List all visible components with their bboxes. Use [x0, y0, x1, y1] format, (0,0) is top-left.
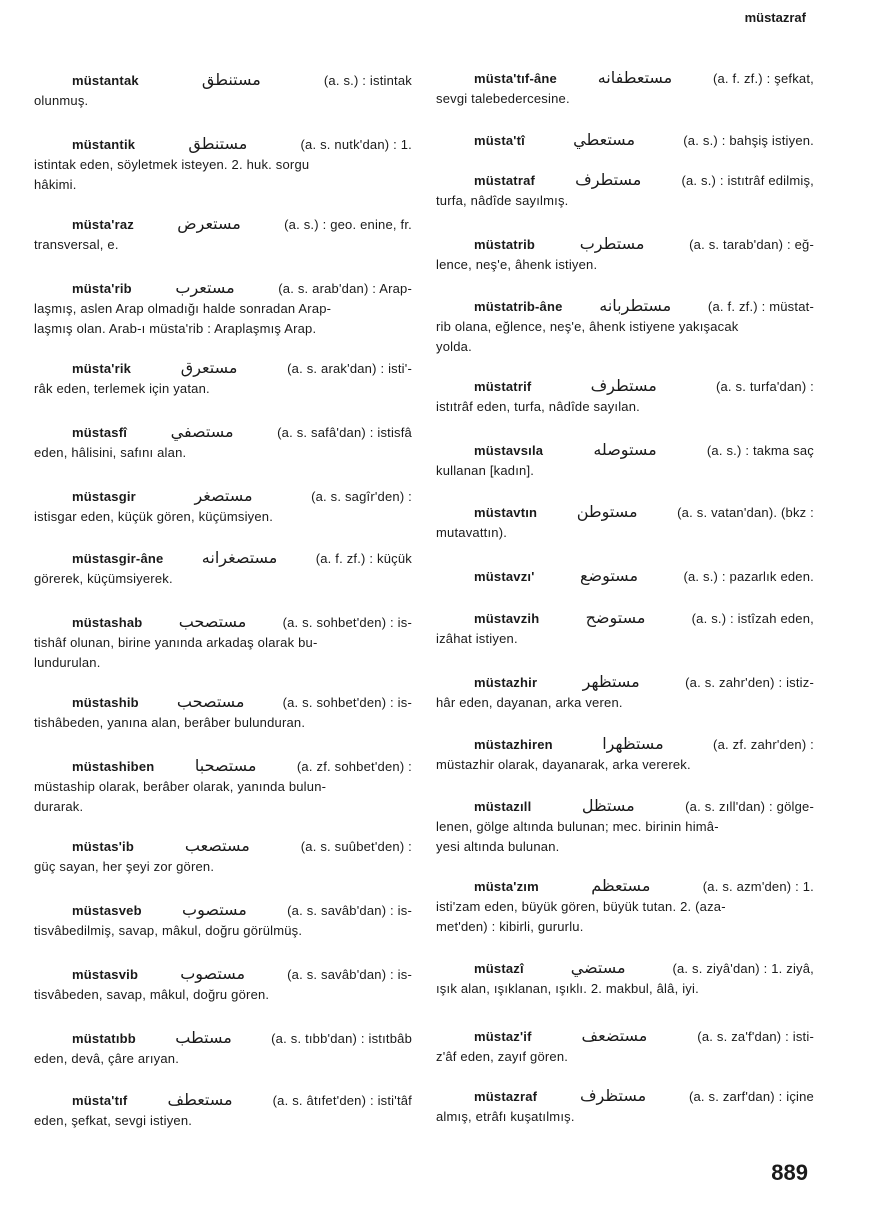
entry-definition-line: istintak eden, söyletmek isteyen. 2. huk. sorgu — [34, 157, 310, 172]
entry-definition-start: (a. s.) : istintak — [323, 73, 412, 88]
entry-headword: müstasfî — [72, 425, 128, 440]
entry-first-line — [436, 958, 814, 979]
dictionary-entry — [34, 612, 412, 673]
entry-first-line — [436, 296, 814, 317]
entry-definition-line: müstazhir olarak, dayanarak, arka vererek. — [436, 757, 691, 772]
entry-headword: müstavzih — [474, 611, 540, 626]
entry-first-line — [34, 692, 412, 713]
entry-arabic-script: مستصحبا — [194, 756, 257, 775]
entry-headword: müstatıbb — [72, 1031, 136, 1046]
entry-definition-line: lence, neş'e, âhenk istiyen. — [436, 257, 598, 272]
entry-arabic-script: مستصغرانه — [201, 548, 278, 567]
entry-first-line — [436, 876, 814, 897]
entry-definition-start: (a. s. ziyâ'dan) : 1. ziyâ, — [672, 961, 814, 976]
entry-first-line — [34, 278, 412, 299]
dictionary-entry — [436, 958, 814, 999]
entry-definition-start: (a. zf. sohbet'den) : — [296, 759, 412, 774]
entry-first-line — [34, 756, 412, 777]
entry-definition-line: hâkimi. — [34, 177, 77, 192]
entry-first-line — [436, 130, 814, 151]
dictionary-entry — [436, 130, 814, 151]
entry-arabic-script: مستصفي — [170, 422, 234, 441]
entry-arabic-script: مستوطن — [576, 502, 638, 521]
entry-headword: müstaz'if — [474, 1029, 532, 1044]
entry-arabic-script: مستوضح — [585, 608, 646, 627]
dictionary-entry — [34, 548, 412, 589]
dictionary-entry — [34, 1090, 412, 1131]
entry-arabic-script: مستصعب — [184, 836, 250, 855]
entry-first-line — [34, 70, 412, 91]
entry-headword: müstashiben — [72, 759, 155, 774]
entry-arabic-script: مستعطفانه — [597, 68, 673, 87]
entry-definition-start: (a. s.) : istîzah eden, — [691, 611, 814, 626]
dictionary-entry — [436, 796, 814, 857]
dictionary-entry — [436, 876, 814, 937]
entry-definition-line: durarak. — [34, 799, 84, 814]
entry-first-line — [436, 672, 814, 693]
entry-definition-start: (a. s. safâ'dan) : istisfâ — [277, 425, 412, 440]
entry-definition-line: ışık alan, ışıklanan, ışıklı. 2. makbul, âlâ, iyi. — [436, 981, 699, 996]
entry-definition-line: râk eden, terlemek için yatan. — [34, 381, 210, 396]
entry-arabic-script: مستصوب — [180, 964, 246, 983]
entry-first-line — [436, 566, 814, 587]
entry-first-line — [436, 502, 814, 523]
dictionary-entry — [436, 502, 814, 543]
entry-definition-start: (a. s.) : bahşiş istiyen. — [683, 133, 814, 148]
entry-headword: müstazî — [474, 961, 524, 976]
entry-first-line — [34, 612, 412, 633]
entry-definition-start: (a. s.) : istıtrâf edilmiş, — [681, 173, 814, 188]
entry-definition-line: yesi altında bulunan. — [436, 839, 560, 854]
entry-definition-line: izâhat istiyen. — [436, 631, 518, 646]
entry-headword: müsta'raz — [72, 217, 134, 232]
entry-definition-line: z'âf eden, zayıf gören. — [436, 1049, 569, 1064]
entry-arabic-script: مستطرب — [579, 234, 645, 253]
dictionary-entry — [436, 376, 814, 417]
entry-first-line — [34, 134, 412, 155]
entry-definition-start: (a. f. zf.) : müstat- — [707, 299, 814, 314]
entry-arabic-script: مستطرف — [590, 376, 657, 395]
entry-first-line — [436, 1086, 814, 1107]
entry-arabic-script: مستصوب — [182, 900, 247, 919]
entry-headword: müstavzı' — [474, 569, 535, 584]
entry-first-line — [436, 608, 814, 629]
entry-headword: müstatrib-âne — [474, 299, 563, 314]
entry-definition-line: eden, devâ, çâre arıyan. — [34, 1051, 180, 1066]
entry-definition-line: rib olana, eğlence, neş'e, âhenk istiyene yakışacak — [436, 319, 739, 334]
entry-definition-start: (a. s. tarab'dan) : eğ- — [689, 237, 814, 252]
entry-first-line — [34, 836, 412, 857]
entry-headword: müstazıll — [474, 799, 532, 814]
entry-definition-line: met'den) : kibirli, gururlu. — [436, 919, 584, 934]
entry-arabic-script: مستعطي — [573, 130, 636, 149]
dictionary-entry — [436, 1026, 814, 1067]
entry-definition-line: müstaship olarak, berâber olarak, yanında bulun- — [34, 779, 327, 794]
entry-definition-start: (a. s.) : geo. enine, fr. — [284, 217, 412, 232]
entry-arabic-script: مستعرق — [180, 358, 238, 377]
dictionary-entry — [436, 566, 814, 587]
entry-arabic-script: مستعطف — [167, 1090, 233, 1109]
dictionary-entry — [34, 134, 412, 195]
dictionary-entry — [34, 1028, 412, 1069]
entry-headword: müstasgir-âne — [72, 551, 164, 566]
entry-arabic-script: مستطرف — [575, 170, 642, 189]
entry-definition-start: (a. s. savâb'dan) : is- — [287, 967, 412, 982]
entry-definition-start: (a. s. nutk'dan) : 1. — [300, 137, 412, 152]
entry-headword: müsta'tıf — [72, 1093, 128, 1108]
entry-headword: müstantak — [72, 73, 139, 88]
entry-arabic-script: مستظهر — [582, 672, 640, 691]
entry-definition-line: istıtrâf eden, turfa, nâdîde sayılan. — [436, 399, 640, 414]
entry-definition-line: kullanan [kadın]. — [436, 463, 535, 478]
entry-headword: müsta'zım — [474, 879, 539, 894]
entry-definition-line: isti'zam eden, büyük gören, büyük tutan. 2. (aza- — [436, 899, 726, 914]
entry-first-line — [34, 214, 412, 235]
entry-first-line — [436, 1026, 814, 1047]
entry-headword: müstazhiren — [474, 737, 553, 752]
entry-first-line — [34, 548, 412, 569]
dictionary-entry — [436, 296, 814, 357]
entry-definition-start: (a. s. savâb'dan) : is- — [287, 903, 412, 918]
entry-headword: müstashib — [72, 695, 139, 710]
entry-first-line — [436, 796, 814, 817]
entry-headword: müstatraf — [474, 173, 536, 188]
dictionary-entry — [34, 422, 412, 463]
dictionary-entry — [34, 486, 412, 527]
running-head: müstazraf — [744, 10, 806, 25]
entry-arabic-script: مستنطق — [188, 134, 248, 153]
entry-definition-line: mutavattın). — [436, 525, 508, 540]
entry-headword: müstas'ib — [72, 839, 134, 854]
entry-arabic-script: مستوضع — [579, 566, 639, 585]
entry-definition-start: (a. s. zarf'dan) : içine — [688, 1089, 814, 1104]
entry-definition-start: (a. s. sohbet'den) : is- — [282, 695, 412, 710]
page-number: 889 — [771, 1160, 808, 1185]
entry-definition-line: güç sayan, her şeyi zor gören. — [34, 859, 215, 874]
entry-arabic-script: مستظرف — [579, 1086, 647, 1105]
entry-definition-line: sevgi talebedercesine. — [436, 91, 570, 106]
entry-definition-start: (a. s. tıbb'dan) : istıtbâb — [271, 1031, 412, 1046]
entry-definition-start: (a. f. zf.) : küçük — [315, 551, 412, 566]
entry-definition-line: görerek, küçümsiyerek. — [34, 571, 173, 586]
entry-definition-line: istisgar eden, küçük gören, küçümsiyen. — [34, 509, 274, 524]
dictionary-entry — [436, 234, 814, 275]
entry-definition-start: (a. s. zahr'den) : istiz- — [685, 675, 814, 690]
dictionary-entry — [436, 440, 814, 481]
entry-first-line — [436, 440, 814, 461]
entry-arabic-script: مستصحب — [178, 612, 247, 631]
entry-first-line — [34, 964, 412, 985]
entry-arabic-script: مستطب — [175, 1028, 232, 1047]
entry-headword: müstantik — [72, 137, 136, 152]
entry-first-line — [436, 376, 814, 397]
entry-definition-line: tishâbeden, yanına alan, berâber bulunduran. — [34, 715, 306, 730]
entry-definition-line: lenen, gölge altında bulunan; mec. birinin himâ- — [436, 819, 719, 834]
entry-definition-line: transversal, e. — [34, 237, 119, 252]
entry-definition-line: eden, hâlisini, safını alan. — [34, 445, 187, 460]
entry-first-line — [34, 358, 412, 379]
dictionary-entry — [34, 756, 412, 817]
entry-definition-line: olunmuş. — [34, 93, 89, 108]
entry-definition-line: hâr eden, dayanan, arka veren. — [436, 695, 623, 710]
entry-first-line — [34, 1028, 412, 1049]
entry-first-line — [34, 900, 412, 921]
entry-definition-start: (a. s.) : pazarlık eden. — [683, 569, 814, 584]
entry-headword: müsta'rik — [72, 361, 132, 376]
entry-arabic-script: مستنطق — [201, 70, 261, 89]
entry-first-line — [436, 234, 814, 255]
entry-definition-start: (a. f. zf.) : şefkat, — [712, 71, 814, 86]
dictionary-entry — [436, 672, 814, 713]
entry-arabic-script: مستوصله — [593, 440, 657, 459]
entry-definition-start: (a. s. azm'den) : 1. — [702, 879, 814, 894]
entry-headword: müstatrif — [474, 379, 532, 394]
entry-headword: müstashab — [72, 615, 143, 630]
entry-headword: müsta'tıf-âne — [474, 71, 557, 86]
entry-first-line — [436, 68, 814, 89]
dictionary-entry — [34, 278, 412, 339]
dictionary-entry — [34, 900, 412, 941]
entry-definition-start: (a. s. arab'dan) : Arap- — [278, 281, 412, 296]
entry-headword: müstazhir — [474, 675, 538, 690]
entry-definition-start: (a. s. vatan'dan). (bkz : — [677, 505, 814, 520]
entry-headword: müstasgir — [72, 489, 136, 504]
entry-headword: müstatrib — [474, 237, 536, 252]
entry-definition-start: (a. s.) : takma saç — [706, 443, 814, 458]
entry-definition-start: (a. zf. zahr'den) : — [713, 737, 814, 752]
entry-headword: müstazraf — [474, 1089, 538, 1104]
entry-first-line — [34, 422, 412, 443]
entry-arabic-script: مستظل — [581, 796, 635, 815]
dictionary-entry — [436, 1086, 814, 1127]
entry-arabic-script: مستضي — [570, 958, 626, 977]
entry-arabic-script: مستطربانه — [599, 296, 672, 315]
entry-definition-line: yolda. — [436, 339, 472, 354]
entry-arabic-script: مستصحب — [176, 692, 245, 711]
entry-first-line — [34, 1090, 412, 1111]
entry-first-line — [436, 734, 814, 755]
entry-headword: müstasveb — [72, 903, 142, 918]
dictionary-entry — [34, 70, 412, 111]
entry-definition-line: almış, etrâfı kuşatılmış. — [436, 1109, 575, 1124]
entry-definition-line: tishâf olunan, birine yanında arkadaş olarak bu- — [34, 635, 318, 650]
entry-definition-start: (a. s. suûbet'den) : — [300, 839, 412, 854]
entry-definition-start: (a. s. âtıfet'den) : isti'tâf — [272, 1093, 412, 1108]
entry-definition-start: (a. s. za'f'dan) : isti- — [697, 1029, 814, 1044]
dictionary-entry — [34, 358, 412, 399]
entry-first-line — [34, 486, 412, 507]
entry-arabic-script: مستظهرا — [602, 734, 664, 753]
dictionary-entry — [34, 836, 412, 877]
entry-definition-start: (a. s. arak'dan) : isti'- — [287, 361, 412, 376]
dictionary-entry — [436, 68, 814, 109]
dictionary-entry — [436, 170, 814, 211]
entry-definition-start: (a. s. sohbet'den) : is- — [282, 615, 412, 630]
entry-definition-line: laşmış, aslen Arap olmadığı halde sonradan Arap- — [34, 301, 332, 316]
entry-arabic-script: مستعرض — [177, 214, 241, 233]
entry-arabic-script: مستصغر — [194, 486, 253, 505]
entry-arabic-script: مستضعف — [581, 1026, 648, 1045]
entry-headword: müstavsıla — [474, 443, 544, 458]
dictionary-entry — [34, 692, 412, 733]
entry-first-line — [436, 170, 814, 191]
entry-definition-line: tisvâbeden, savap, mâkul, doğru gören. — [34, 987, 270, 1002]
dictionary-entry — [436, 734, 814, 775]
entry-arabic-script: مستعرب — [175, 278, 235, 297]
entry-headword: müsta'tî — [474, 133, 525, 148]
entry-definition-start: (a. s. turfa'dan) : — [715, 379, 814, 394]
dictionary-entry — [34, 214, 412, 255]
dictionary-entry — [34, 964, 412, 1005]
entry-definition-line: lundurulan. — [34, 655, 101, 670]
entry-definition-start: (a. s. zıll'dan) : gölge- — [685, 799, 814, 814]
entry-definition-start: (a. s. sagîr'den) : — [311, 489, 412, 504]
entry-definition-line: laşmış olan. Arab-ı müsta'rib : Araplaşmış Arap. — [34, 321, 317, 336]
entry-headword: müstasvib — [72, 967, 139, 982]
entry-definition-line: eden, şefkat, sevgi istiyen. — [34, 1113, 193, 1128]
entry-headword: müstavtın — [474, 505, 538, 520]
entry-headword: müsta'rib — [72, 281, 132, 296]
entry-arabic-script: مستعظم — [591, 876, 651, 895]
dictionary-entry — [436, 608, 814, 649]
entry-definition-line: turfa, nâdîde sayılmış. — [436, 193, 569, 208]
entry-definition-line: tisvâbedilmiş, savap, mâkul, doğru görülmüş. — [34, 923, 303, 938]
